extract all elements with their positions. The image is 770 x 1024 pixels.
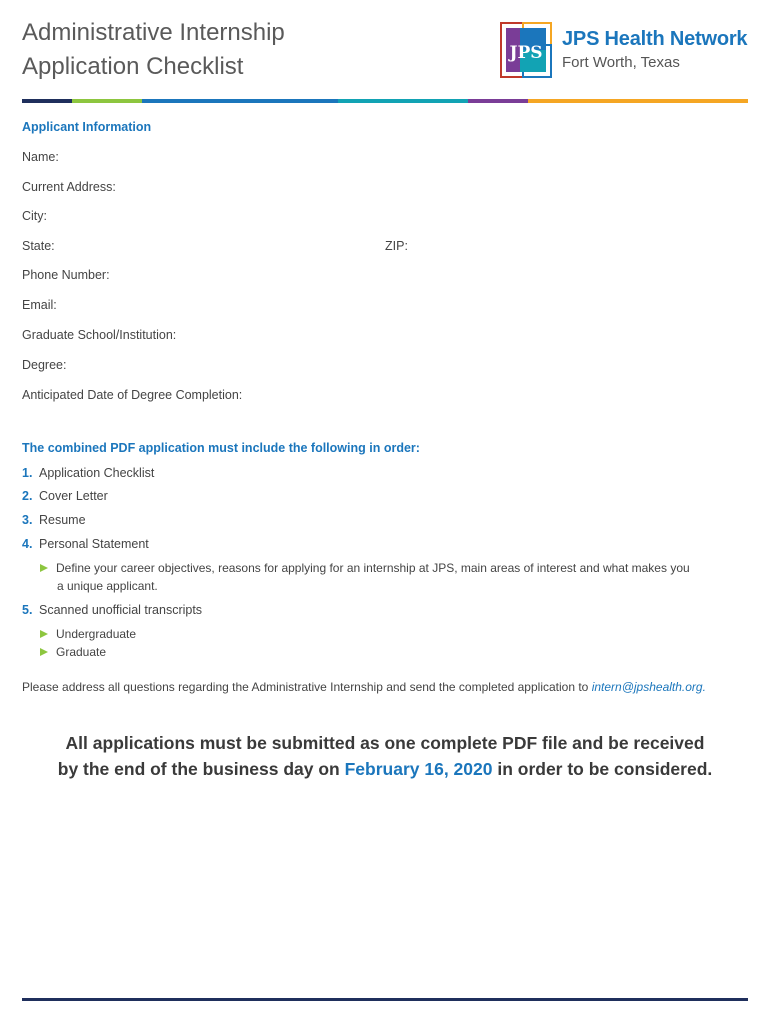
completion-date-field-label: Anticipated Date of Degree Completion:	[22, 388, 243, 402]
requirements-heading: The combined PDF application must include the following in order:	[22, 441, 420, 455]
transcript-sub-item	[40, 643, 690, 661]
deadline-line-2-before: by the end of the business day on	[57, 759, 345, 779]
zip-field-label: ZIP:	[385, 239, 408, 253]
degree-field-label: Degree:	[22, 358, 67, 372]
triangle-bullet-icon	[40, 630, 48, 638]
list-item	[22, 603, 202, 617]
org-city: Fort Worth, Texas	[562, 54, 680, 71]
triangle-bullet-icon	[40, 564, 48, 572]
statement-detail	[40, 559, 690, 595]
deadline-statement	[0, 730, 770, 782]
svg-text:JPS: JPS	[509, 43, 543, 63]
list-item-label: Application Checklist	[39, 466, 155, 480]
list-number: 5.	[22, 603, 33, 617]
list-number: 1.	[22, 466, 33, 480]
list-item-label: Scanned unofficial transcripts	[39, 603, 203, 617]
list-item	[22, 489, 108, 503]
list-number: 3.	[22, 513, 33, 527]
list-item-label: Resume	[39, 513, 86, 527]
list-item-label: Personal Statement	[39, 537, 149, 551]
list-item	[22, 513, 86, 527]
statement-detail-line-2: a unique applicant.	[57, 579, 158, 593]
footer-rule	[22, 998, 748, 1001]
deadline-date: February 16, 2020	[344, 759, 493, 779]
contact-note	[22, 680, 706, 694]
deadline-line-1: All applications must be submitted as one complete PDF file and be received	[65, 733, 705, 753]
transcript-sub-item	[40, 625, 690, 643]
sub-item-label: Undergraduate	[56, 627, 137, 641]
list-item	[22, 537, 149, 551]
list-item	[22, 466, 154, 480]
state-field-label: State:	[22, 239, 55, 253]
title-line-2: Application Checklist	[22, 53, 244, 80]
deadline-line-2-after: in order to be considered.	[492, 759, 713, 779]
deadline-line-2	[0, 756, 770, 782]
phone-field-label: Phone Number:	[22, 268, 110, 282]
email-field-label: Email:	[22, 298, 57, 312]
applicant-info-heading: Applicant Information	[22, 120, 152, 134]
org-name: JPS Health Network	[562, 28, 748, 50]
sub-item-label: Graduate	[56, 645, 107, 659]
triangle-bullet-icon	[40, 648, 48, 656]
list-item-label: Cover Letter	[39, 489, 108, 503]
jps-logo-icon	[500, 22, 552, 78]
document-title	[22, 16, 285, 84]
contact-note-text: Please address all questions regarding the Administrative Internship and send the completed application to	[22, 680, 592, 694]
statement-detail-line-1: Define your career objectives, reasons for applying for an internship at JPS, main areas of interest and what makes you	[56, 561, 690, 575]
header-rule	[22, 99, 748, 103]
city-field-label: City:	[22, 209, 47, 223]
list-number: 4.	[22, 537, 33, 551]
list-number: 2.	[22, 489, 33, 503]
name-field-label: Name:	[22, 150, 59, 164]
contact-email-link[interactable]: intern@jpshealth.org.	[591, 680, 706, 694]
title-line-1: Administrative Internship	[22, 19, 285, 46]
school-field-label: Graduate School/Institution:	[22, 328, 177, 342]
address-field-label: Current Address:	[22, 180, 116, 194]
